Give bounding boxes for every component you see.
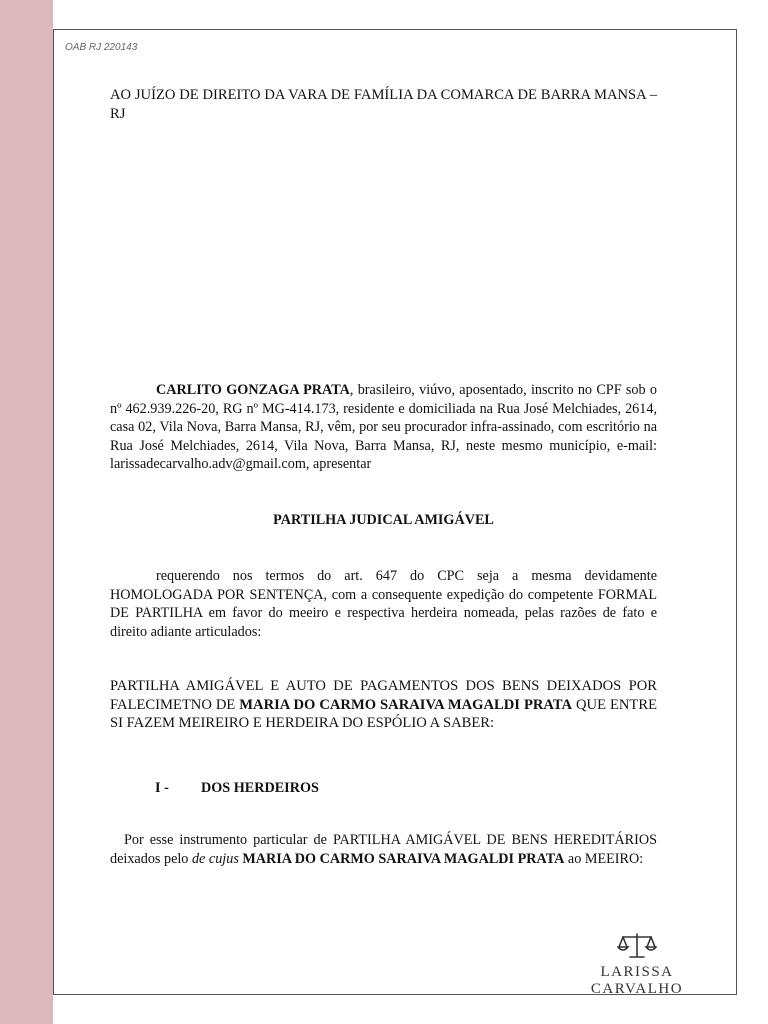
instrument-deceased-name: MARIA DO CARMO SARAIVA MAGALDI PRATA [238, 850, 565, 867]
partition-heading-paragraph [110, 677, 657, 733]
section-title: DOS HERDEIROS [201, 780, 319, 796]
instrument-part2: ao MEEIRO: [564, 850, 644, 867]
section-heading [155, 780, 319, 797]
latin-term: de cujus [191, 850, 239, 867]
qualification-paragraph [110, 381, 657, 474]
deceased-name: MARIA DO CARMO SARAIVA MAGALDI PRATA [239, 696, 573, 713]
instrument-part1: Por esse instrumento particular de PARTILHA AMIGÁVEL DE BENS HEREDITÁRIOS deixados pelo [110, 832, 657, 867]
petitioner-name: CARLITO GONZAGA PRATA [156, 382, 350, 398]
firm-name: LARISSA CARVALHO [590, 964, 684, 997]
scales-of-justice-icon [617, 932, 657, 960]
oab-registration: OAB RJ 220143 [65, 42, 138, 53]
instrument-paragraph [110, 831, 657, 868]
qualification-text: , brasileiro, viúvo, aposentado, inscrito no CPF sob o nº 462.939.226-20, RG nº MG-414.173, residente e domiciliada na Rua José Melchiades, 2614, casa 02, Vila Nova, Barra Mansa, RJ, vêm, por seu procurador infra-assinado, com escritório na Rua José Melchiades, 2614, Vila Nova, Barra Mansa, RJ, neste mesmo município, e-mail: larissadecarvalho.adv@gmail.com, apresentar [110, 382, 657, 472]
side-decorative-band [0, 0, 53, 1024]
firm-logo [554, 932, 720, 998]
heading-part2: QUE ENTRE SI FAZEM MEIREIRO E HERDEIRA DO ESPÓLIO A SABER: [110, 696, 657, 731]
request-paragraph: requerendo nos termos do art. 647 do CPC seja a mesma devidamente HOMOLOGADA POR SENTENÇA, com a consequente expedição do competente FORMAL DE PARTILHA em favor do meeiro e respectiva herdeira nomeada, pelas razões de fato e direito adiante articulados: [110, 568, 657, 640]
section-number: I - [155, 780, 169, 796]
heading-part1: PARTILHA AMIGÁVEL E AUTO DE PAGAMENTOS DOS BENS DEIXADOS POR FALECIMETNO DE [110, 678, 657, 713]
addressee-paragraph: AO JUÍZO DE DIREITO DA VARA DE FAMÍLIA DA COMARCA DE BARRA MANSA – RJ [110, 87, 657, 122]
document-title: PARTILHA JUDICAL AMIGÁVEL [273, 512, 494, 528]
